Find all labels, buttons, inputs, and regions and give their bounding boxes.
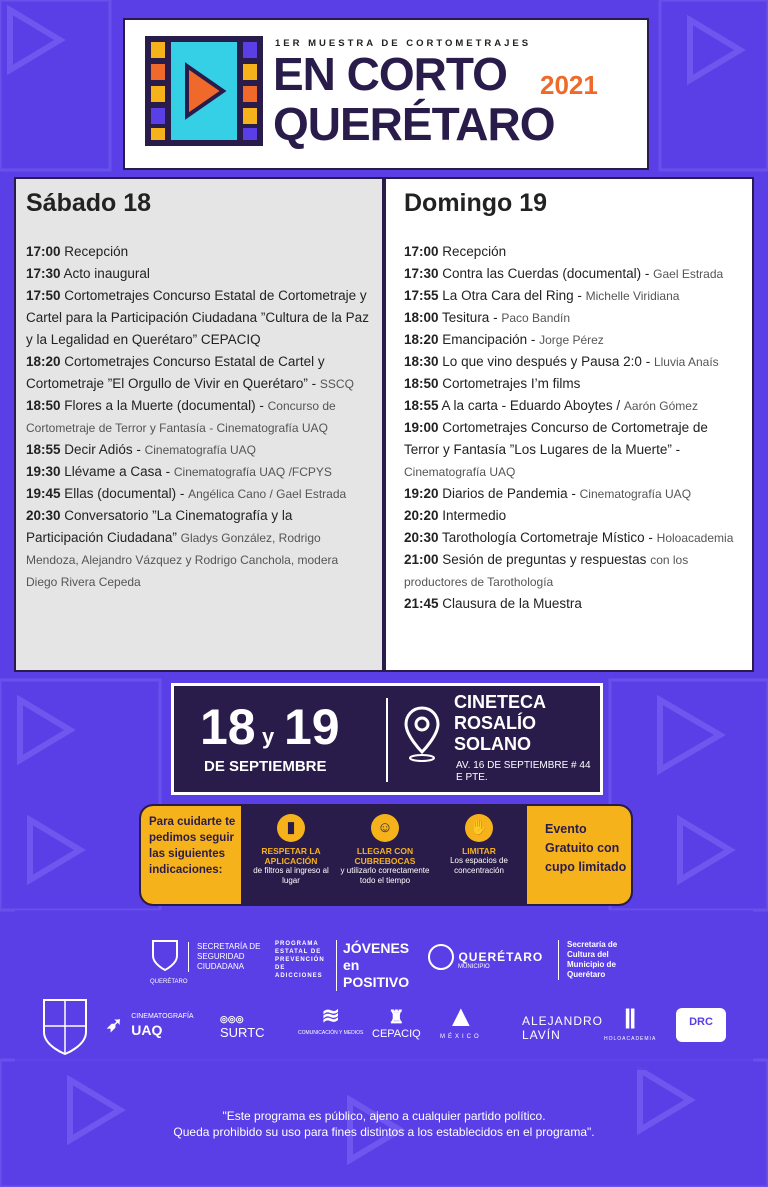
disclaimer-line2: Queda prohibido su uso para fines distintos a los establecidos en el programa". [173, 1125, 595, 1139]
disclaimer-footer [0, 1108, 768, 1140]
state-shield-icon [150, 938, 180, 972]
entry-time: 20:30 [26, 508, 61, 523]
schedule-entry [404, 417, 742, 483]
cepaciq-figure-icon: ♜ [388, 1007, 405, 1027]
entry-detail: Cinematografía UAQ /FCPYS [173, 465, 332, 479]
schedule-entry [404, 505, 742, 527]
entry-title: Acto inaugural [63, 266, 150, 281]
ddrc-logo [676, 1008, 726, 1042]
entry-title: Emancipación - [442, 332, 536, 347]
schedule-saturday [14, 177, 384, 672]
entry-title: A la carta - Eduardo Aboytes / [441, 398, 621, 413]
holoacademia-label: HOLOACADEMIA [604, 1036, 657, 1042]
header-year: 2021 [540, 70, 598, 100]
rule-title: LLEGAR CON CUBREBOCAS [354, 846, 416, 866]
mountain-icon: ▲ [445, 1000, 476, 1033]
entry-time: 19:00 [404, 420, 439, 435]
comunicacion-waves-icon: ≋ [321, 1003, 340, 1028]
entry-title: Lo que vino después y Pausa 2:0 - [442, 354, 651, 369]
entry-title: Intermedio [442, 508, 507, 523]
comunicacion-label: COMUNICACIÓN Y MEDIOS [298, 1030, 364, 1036]
precautions-panel [139, 804, 633, 906]
origami-bird-icon: ➶ [106, 1014, 123, 1036]
venue-address: AV. 16 DE SEPTIEMBRE # 44 E PTE. [456, 760, 591, 783]
holoacademia-mark-icon: Ⅱ [623, 1004, 637, 1034]
header-subtitle: 1ER MUESTRA DE CORTOMETRAJES [275, 38, 532, 49]
date-month: DE SEPTIEMBRE [204, 758, 327, 775]
jovenes-positivo-logo: JÓVENES en POSITIVO [336, 940, 407, 991]
entry-title: Diarios de Pandemia - [442, 486, 576, 501]
schedule-entry [26, 483, 372, 505]
rule-face-mask [339, 806, 431, 904]
entry-time: 19:20 [404, 486, 439, 501]
schedule-entry [404, 307, 742, 329]
cepaciq-label: CEPACIQ [372, 1028, 421, 1040]
entry-title: La Otra Cara del Ring - [442, 288, 582, 303]
ddrc-label: DRC [689, 1016, 713, 1028]
venue-name: CINETECA ROSALÍO SOLANO [454, 692, 546, 754]
entry-title: Flores a la Muerte (documental) - [64, 398, 264, 413]
precautions-intro: Para cuidarte te pedimos seguir las siguientes indicaciones: [141, 806, 241, 904]
entry-time: 17:30 [404, 266, 439, 281]
entry-detail: Lluvia Anaís [653, 355, 719, 369]
rule-title: LIMITAR [462, 846, 496, 856]
entry-time: 17:00 [404, 244, 439, 259]
schedule-entry [26, 263, 372, 285]
alejandro-lavin-logo: ALEJANDRO LAVÍN [522, 1014, 604, 1042]
entry-detail: Concurso de Cortometraje de Terror y Fantasía - Cinematografía UAQ [26, 399, 336, 435]
entry-time: 18:55 [404, 398, 439, 413]
entry-title: Sesión de preguntas y respuestas [442, 552, 647, 567]
rule-desc: y utilizarlo correctamente todo el tiempo [340, 866, 430, 885]
entry-detail: Angélica Cano / Gael Estrada [188, 487, 347, 501]
day-title-saturday: Sábado 18 [26, 189, 152, 217]
entry-time: 18:00 [404, 310, 439, 325]
entry-detail: Gladys González, Rodrigo Mendoza, Alejandro Vázquez y Rodrigo Canchola, modera Diego Rivera Cepeda [26, 531, 339, 589]
header-title-line1: EN CORTO [273, 48, 507, 100]
cultura-logo: Secretaría de Cultura del Municipio de Querétaro [558, 940, 647, 980]
entry-title: Cortometrajes Concurso de Cortometraje de Terror y Fantasía ”Los Lugares de la Muerte” - [404, 420, 708, 457]
schedule-entry [26, 351, 372, 395]
municipio-label: QUERÉTARO [458, 950, 544, 964]
entry-detail: Gael Estrada [653, 267, 724, 281]
entry-title: Clausura de la Muestra [442, 596, 582, 611]
schedule-entry [404, 329, 742, 351]
entry-time: 20:20 [404, 508, 439, 523]
sunday-entries [404, 241, 742, 615]
entry-title: Recepción [442, 244, 507, 259]
header-logo [123, 18, 649, 170]
schedule-entry [404, 527, 742, 549]
entry-title: Llévame a Casa - [64, 464, 171, 479]
schedule-entry [26, 241, 372, 263]
entry-time: 19:45 [26, 486, 61, 501]
schedule-entry [404, 241, 742, 263]
entry-detail: Michelle Viridiana [585, 289, 680, 303]
schedule-entry [404, 351, 742, 373]
mexico-logo [440, 1002, 482, 1042]
municipio-seal-icon [428, 944, 454, 970]
cepaciq-logo [372, 1006, 421, 1040]
free-event-note: Evento Gratuito con cupo limitado [527, 806, 631, 904]
entry-time: 18:50 [404, 376, 439, 391]
entry-detail: con los productores de Tarothología [404, 553, 689, 589]
entry-time: 20:30 [404, 530, 439, 545]
schedule-entry [26, 285, 372, 351]
queretaro-small-label: QUERÉTARO [150, 979, 188, 985]
schedule-entry [404, 263, 742, 285]
uaq-shield-icon [40, 996, 90, 1056]
entry-time: 17:55 [404, 288, 439, 303]
face-mask-icon: ☺ [371, 814, 399, 842]
entry-detail: Jorge Pérez [539, 333, 604, 347]
entry-time: 18:20 [404, 332, 439, 347]
schedule-entry [26, 439, 372, 461]
comunicacion-logo [298, 1004, 363, 1038]
entry-detail: Holoacademia [656, 531, 734, 545]
entry-time: 18:20 [26, 354, 61, 369]
schedule-entry [404, 373, 742, 395]
rule-desc: de filtros al ingreso al lugar [253, 866, 329, 885]
schedule-entry [26, 395, 372, 439]
entry-title: Recepción [64, 244, 129, 259]
disclaimer-line1: "Este programa es público, ajeno a cualquier partido político. [222, 1109, 546, 1123]
schedule-entry [404, 483, 742, 505]
entry-title: Cortometrajes Concurso Estatal de Cortometraje y Cartel para la Participación Ciudadana ”Cultura de la Paz y la Legalidad en Querétaro” CEPACIQ [26, 288, 369, 347]
schedule-entry [404, 549, 742, 593]
entry-detail: Cinematografía UAQ [579, 487, 692, 501]
rule-apply-filters [245, 806, 337, 904]
film-play-icon [145, 36, 263, 146]
day-title-sunday: Domingo 19 [404, 189, 548, 217]
entry-title: Decir Adiós - [64, 442, 141, 457]
entry-detail: Aarón Gómez [623, 399, 698, 413]
entry-title: Tesitura - [442, 310, 498, 325]
entry-detail: Paco Bandín [501, 311, 571, 325]
schedule-entry [404, 285, 742, 307]
date-venue-banner [171, 683, 603, 795]
rule-limit [433, 806, 525, 904]
rule-desc: Los espacios de concentración [450, 856, 508, 875]
stop-hand-icon: ✋ [465, 814, 493, 842]
entry-time: 17:00 [26, 244, 61, 259]
entry-title: Ellas (documental) - [64, 486, 185, 501]
surtc-label: SURTC [220, 1025, 265, 1040]
entry-time: 18:50 [26, 398, 61, 413]
entry-title: Cortometrajes I’m films [442, 376, 581, 391]
entry-time: 21:45 [404, 596, 439, 611]
seguridad-logo: SECRETARÍA DE SEGURIDAD CIUDADANA [188, 942, 267, 972]
surtc-symbols-icon: ◎◎◎ [220, 1014, 244, 1024]
cinematografia-label: CINEMATOGRAFÍA [131, 1013, 194, 1020]
schedule-sunday [384, 177, 754, 672]
cinematografia-uaq-logo [106, 1012, 194, 1038]
entry-title: Cortometrajes Concurso Estatal de Cartel y Cortometraje ”El Orgullo de Vivir en Querétaro” - [26, 354, 325, 391]
holoacademia-logo [604, 1004, 656, 1044]
entry-time: 19:30 [26, 464, 61, 479]
entry-detail: Cinematografía UAQ [144, 443, 256, 457]
date-conjunction: y [262, 724, 275, 749]
schedule-entry [26, 505, 372, 593]
schedule-entry [26, 461, 372, 483]
schedule-entry [404, 593, 742, 615]
banner-divider [386, 698, 388, 782]
sponsor-logos [0, 918, 768, 1068]
saturday-entries [26, 241, 372, 593]
municipio-sub-label: MUNICIPIO [458, 964, 490, 970]
entry-detail: Cinematografía UAQ [404, 465, 516, 479]
entry-time: 18:30 [404, 354, 439, 369]
rule-title: RESPETAR LA APLICACIÓN [261, 846, 321, 866]
sanitizer-icon: ▮ [277, 814, 305, 842]
entry-time: 17:50 [26, 288, 61, 303]
entry-title: Contra las Cuerdas (documental) - [442, 266, 650, 281]
entry-title: Tarothología Cortometraje Místico - [442, 530, 653, 545]
date-day2: 19 [284, 699, 340, 755]
entry-detail: SSCQ [319, 377, 354, 391]
header-title-line2: QUERÉTARO [273, 98, 555, 150]
entry-time: 17:30 [26, 266, 61, 281]
entry-time: 21:00 [404, 552, 439, 567]
entry-title: Conversatorio ”La Cinematografía y la Participación Ciudadana” [26, 508, 293, 545]
queretaro-state-logo [150, 938, 188, 987]
location-pin-icon [402, 704, 442, 764]
surtc-logo [220, 1014, 265, 1040]
prevencion-logo: PROGRAMA ESTATAL DE PREVENCIÓN DE ADICCIONES [275, 941, 325, 979]
entry-time: 18:55 [26, 442, 61, 457]
date-day1: 18 [200, 699, 256, 755]
mexico-label: MÉXICO [440, 1034, 482, 1040]
uaq-label: UAQ [131, 1022, 163, 1038]
municipio-logo [428, 944, 543, 972]
schedule-entry [404, 395, 742, 417]
